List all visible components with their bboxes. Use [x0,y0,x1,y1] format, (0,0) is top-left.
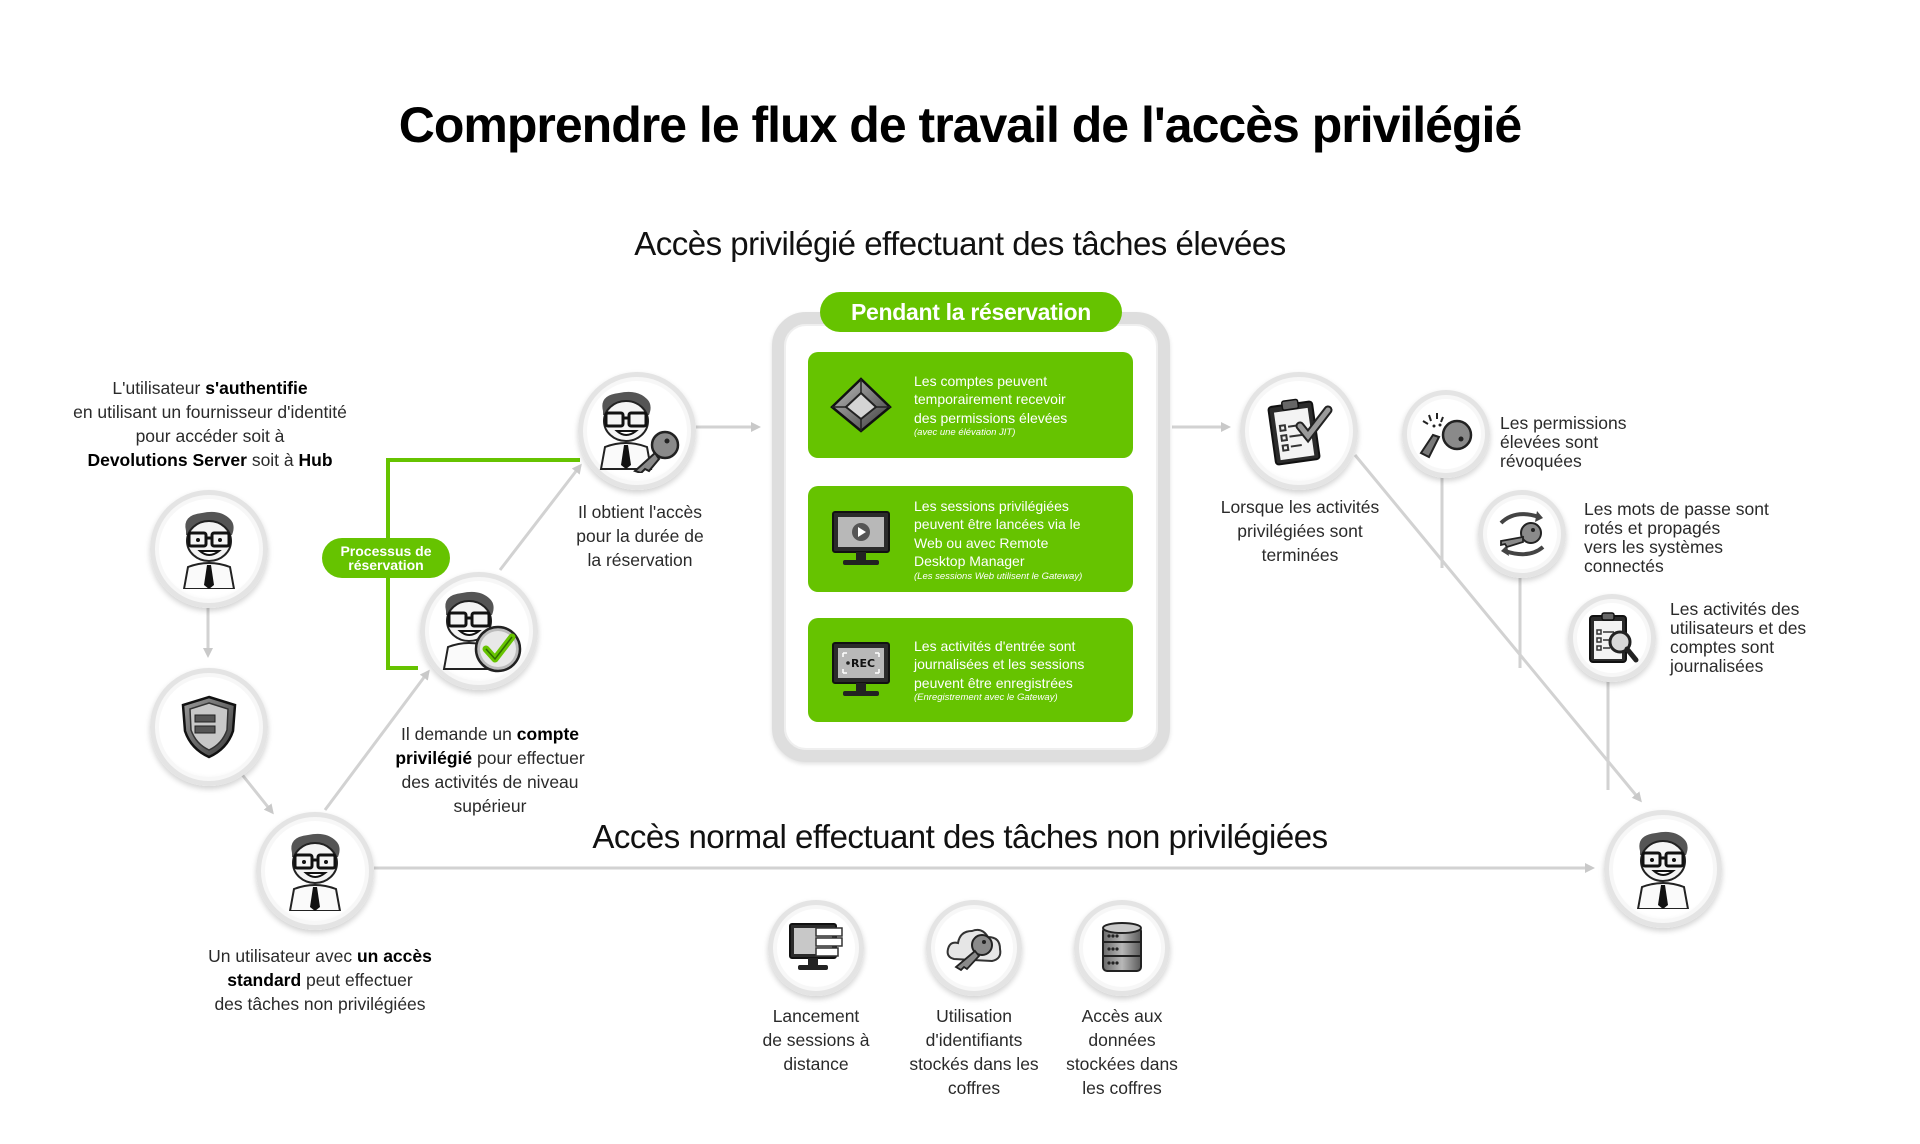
caption-text: distance [783,1054,849,1074]
completion-caption [1196,495,1404,567]
post-action-revoke-node [1402,390,1490,478]
card-line: Les activités d'entrée sont [914,637,1076,654]
normal-task-credentials-caption [896,1004,1052,1100]
caption-text: des tâches non privilégiées [214,994,426,1014]
label-line: réservation [348,557,424,573]
standard-user-node [256,812,374,930]
label-line: Processus de [340,543,432,559]
cloud-key-icon [944,923,1004,973]
card-text [914,372,1067,439]
card-line: Desktop Manager [914,553,1025,569]
caption-text: stockées dans [1066,1054,1178,1074]
user-avatar-icon [172,509,246,589]
card-line: des permissions élevées [914,409,1068,426]
caption-bold: un accès [356,946,432,966]
caption-text: Utilisation [936,1006,1012,1026]
user-checkmark-icon [436,589,522,673]
authenticate-caption [40,376,380,472]
caption-bold: Hub [298,450,333,470]
caption-bold: privilégié [395,748,473,768]
caption-text: les coffres [1082,1078,1162,1098]
elevation-gem-icon [830,374,892,436]
page-title: Comprendre le flux de travail de l'accès privilégié [398,97,1522,153]
user-key-icon [593,389,681,473]
post-action-audit-caption [1670,600,1850,676]
caption-text: peut effectuer [301,970,413,990]
card-line: Web ou avec Remote [914,534,1049,551]
normal-task-remote-node [768,900,864,996]
post-action-rotate-node [1478,490,1566,578]
caption-text: Il obtient l'accès [578,502,702,522]
card-note: (Les sessions Web utilisent le Gateway) [914,570,1083,582]
obtain-access-caption [545,500,735,572]
caption-text: coffres [947,1078,1001,1098]
card-line: temporairement recevoir [914,391,1066,408]
standard-user-caption [160,944,480,1016]
user-avatar-icon [278,831,352,911]
card-text [914,637,1084,704]
normal-task-data-node [1074,900,1170,996]
card-line: peuvent être lancées via le [914,516,1081,532]
caption-text: Il demande un [400,724,517,744]
normal-task-remote-caption [740,1004,892,1076]
monitor-sessions-icon [788,922,844,974]
caption-text: pour accéder soit à [135,426,285,446]
monitor-rec-icon [830,639,892,701]
caption-text: soit à [246,450,299,470]
caption-text: Les mots de passe sont [1584,499,1769,519]
caption-text: supérieur [453,796,527,816]
normal-task-data-caption [1046,1004,1198,1100]
caption-text: stockés dans les [909,1054,1039,1074]
post-action-rotate-caption [1584,500,1804,576]
svg-text:REC: REC [851,657,876,670]
caption-text: élevées sont [1500,432,1599,452]
caption-text: Lorsque les activités [1220,497,1380,517]
caption-text: privilégiées sont [1237,521,1363,541]
card-text [914,497,1082,582]
reservation-card-jit [808,352,1133,458]
card-line: Les comptes peuvent [914,372,1048,389]
caption-text: connectés [1584,556,1664,576]
caption-text: utilisateurs et des [1670,618,1807,638]
shield-node [150,668,268,786]
section-title-privileged: Accès privilégié effectuant des tâches élevées [634,225,1286,262]
caption-text: comptes sont [1670,637,1775,657]
caption-text: en utilisant un fournisseur d'identité [73,402,347,422]
obtain-access-node [578,372,696,490]
request-account-node [420,572,538,690]
clipboard-check-icon [1264,396,1334,466]
reservation-card-recording [808,618,1133,722]
caption-text: Accès aux [1081,1006,1163,1026]
end-user-node [1604,810,1722,928]
caption-text: L'utilisateur [112,378,206,398]
card-note: (Enregistrement avec le Gateway) [914,692,1058,704]
reservation-process-label [322,538,450,578]
caption-bold: compte [516,724,579,744]
caption-text: révoquées [1500,451,1582,471]
during-reservation-title: Pendant la réservation [820,292,1122,332]
card-note: (avec une élévation JIT) [914,427,1016,439]
caption-text: Les activités des [1670,599,1800,619]
database-icon [1100,921,1144,975]
caption-text: la réservation [587,550,693,570]
clipboard-search-icon [1584,610,1640,666]
caption-text: Les permissions [1500,413,1627,433]
post-action-revoke-caption [1500,414,1680,471]
section-title-normal: Accès normal effectuant des tâches non privilégiées [592,818,1328,855]
request-account-caption [360,722,620,818]
caption-text: Un utilisateur avec [208,946,357,966]
shield-icon [181,695,237,759]
normal-task-credentials-node [926,900,1022,996]
card-line: journalisées et les sessions [914,656,1085,673]
caption-text: journalisées [1670,656,1764,676]
post-action-audit-node [1568,594,1656,682]
user-avatar-icon [1626,829,1700,909]
caption-text: des activités de niveau [401,772,579,792]
caption-bold: s'authentifie [205,378,308,398]
caption-text: de sessions à [762,1030,870,1050]
caption-bold: standard [227,970,302,990]
caption-text: pour effectuer [472,748,585,768]
caption-text: rotés et propagés [1584,518,1721,538]
card-line: Les sessions privilégiées [914,497,1069,514]
caption-text: pour la durée de [576,526,704,546]
broken-key-icon [1417,409,1475,459]
card-line: peuvent être enregistrées [914,674,1073,691]
authenticate-user-node [150,490,268,608]
reservation-card-sessions [808,486,1133,592]
key-rotate-icon [1493,507,1551,561]
monitor-play-icon [830,508,892,570]
caption-text: terminées [1261,545,1339,565]
completion-node [1240,372,1358,490]
caption-text: vers les systèmes [1584,537,1724,557]
caption-text: Lancement [772,1006,860,1026]
caption-text: d'identifiants [925,1030,1023,1050]
caption-text: données [1088,1030,1156,1050]
caption-bold: Devolutions Server [87,450,247,470]
